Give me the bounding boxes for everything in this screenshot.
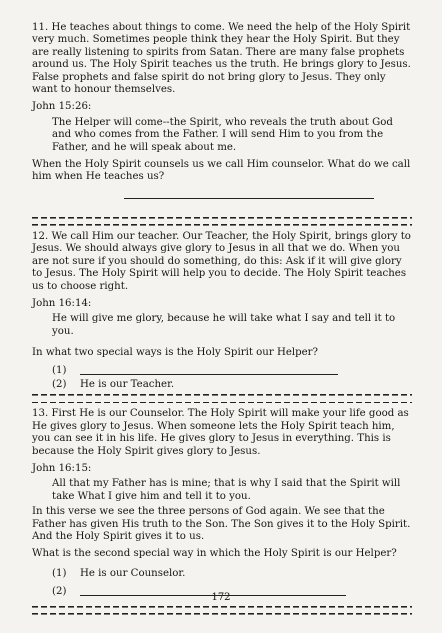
answer-line[interactable]: [80, 365, 338, 375]
answer-item-1: [32, 365, 412, 377]
answer-number: (2): [52, 378, 67, 390]
answer-item-1: [32, 568, 412, 580]
section-12-verse: He will give me glory, because he will take what I say and tell it to you.: [52, 313, 396, 337]
answer-text: He is our Counselor.: [80, 567, 186, 579]
section-12-reference: John 16:14:: [32, 297, 92, 309]
answer-line[interactable]: [124, 189, 374, 199]
section-13-question: What is the second special way in which the Holy Spirit is our Helper?: [32, 548, 397, 560]
section-12-question: In what two special ways is the Holy Spirit our Helper?: [32, 347, 319, 359]
answer-number: (2): [52, 586, 67, 598]
section-divider: [32, 606, 412, 615]
section-13-text: 13. First He is our Counselor. The Holy Spirit will make your life good as He gives glory to Jesus. When someone lets the Holy Spirit teach him, you can see it in his life. He gives glory to Jesus in everything. This is because the Holy Spirit gives glory to Jesus.: [32, 408, 409, 457]
answer-text: He is our Teacher.: [80, 378, 175, 390]
section-13-text-2: In this verse we see the three persons of God again. We see that the Father has given His truth to the Son. The Son gives it to the Holy Spirit. And the Holy Spirit gives it to us.: [32, 506, 411, 542]
answer-number: (1): [52, 364, 67, 376]
section-11-text: 11. He teaches about things to come. We need the help of the Holy Spirit very much. Sometimes people think they hear the Holy Spirit. But they are really listening to spirits from Satan. There are many false prophets around us. The Holy Spirit teaches us the truth. He brings glory to Jesus. False prophets and false spirit do not bring glory to Jesus. They only want to honour themselves.: [32, 22, 411, 96]
answer-number: (1): [52, 567, 67, 579]
page-number: 172: [211, 592, 231, 603]
section-11-verse: The Helper will come--the Spirit, who reveals the truth about God and who comes from the Father. I will send Him to you from the Father, and he will speak about me.: [52, 116, 393, 153]
section-13-verse: All that my Father has is mine; that is why I said that the Spirit will take What I give him and tell it to you.: [52, 478, 401, 502]
section-13-reference: John 16:15:: [32, 462, 92, 474]
section-divider: [32, 217, 412, 226]
answer-item-2: [32, 379, 412, 391]
section-divider: [32, 394, 412, 403]
section-11-question: When the Holy Spirit counsels us we call Him counselor. What do we call him when He teaches us?: [32, 159, 411, 183]
section-11-reference: John 15:26:: [32, 101, 92, 113]
section-12-text: 12. We call Him our teacher. Our Teacher, the Holy Spirit, brings glory to Jesus. We should always give glory to Jesus in all that we do. When you are not sure if you should do something, do this: Ask if it will give glory to Jesus. The Holy Spirit will help you to decide. The Holy Spirit teaches us to choose right.: [32, 230, 411, 292]
